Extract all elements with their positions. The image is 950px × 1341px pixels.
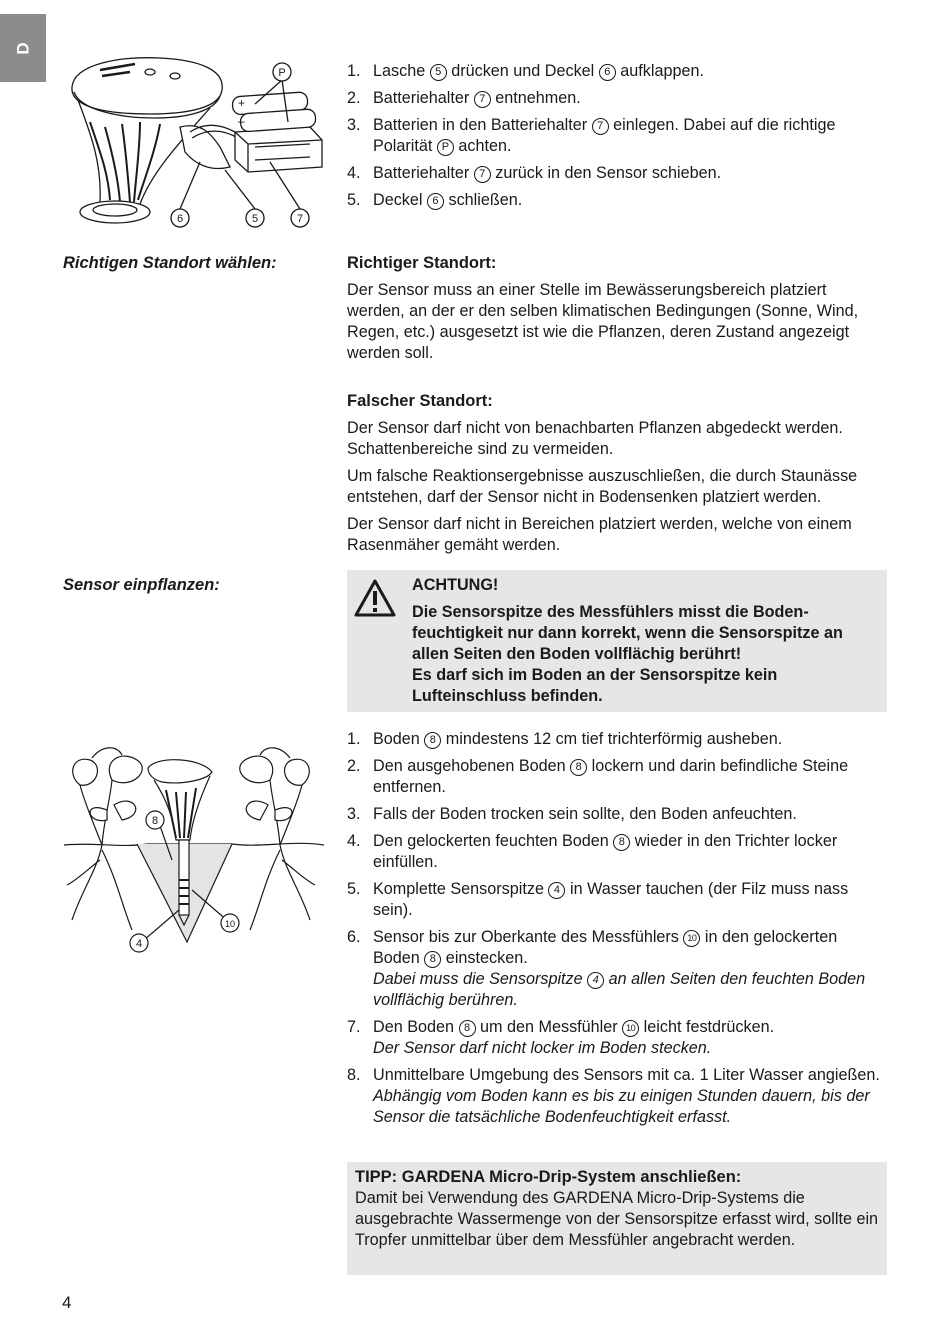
warning-title: ACHTUNG! — [412, 576, 499, 594]
list-item — [347, 115, 887, 157]
tip-text: Damit bei Verwendung des GARDENA Micro-Drip-Systems die ausgebrachte Wassermenge von der Sensorspitze erfasst wird, sollte ein Tropfer unmittelbar über dem Messfühler angebracht werden. — [355, 1189, 879, 1249]
step-text: Falls der Boden trocken sein sollte, den Boden anfeuchten. — [373, 805, 797, 823]
correct-location-heading: Richtiger Standort: — [347, 254, 497, 272]
list-item — [347, 61, 887, 82]
step-number: 3. — [347, 805, 361, 823]
planting-steps-section — [347, 729, 887, 1134]
callout-10: 10 — [224, 919, 236, 929]
battery-illustration — [60, 52, 330, 237]
warning-box — [347, 570, 887, 712]
wrong-location-paragraph: Der Sensor darf nicht von benachbarten Pflanzen abgedeckt werden. Schattenbereiche sind zu vermeiden. — [347, 419, 843, 458]
list-item — [347, 927, 887, 1011]
list-item — [347, 1017, 887, 1059]
reference-number-icon: 6 — [599, 64, 616, 81]
step-text: Den ausgehobenen Boden 8 lockern und darin befindliche Steine entfernen. — [373, 757, 849, 796]
step-text: Lasche 5 drücken und Deckel 6 aufklappen. — [373, 62, 704, 80]
step-number: 5. — [347, 880, 361, 898]
list-item — [347, 1065, 887, 1128]
reference-number-icon: 4 — [587, 972, 604, 989]
step-text: Batteriehalter 7 zurück in den Sensor schieben. — [373, 164, 722, 182]
warning-text: Die Sensorspitze des Messfühlers misst die Bodenfeuchtigkeit nur dann korrekt, wenn die Sensorspitze an allen Seiten den Boden vollflächig berührt! — [412, 603, 843, 663]
reference-number-icon: 8 — [570, 759, 587, 776]
list-item — [347, 756, 887, 798]
callout-8: 8 — [151, 815, 159, 827]
reference-number-icon: 10 — [683, 930, 700, 947]
reference-number-icon: 8 — [613, 834, 630, 851]
step-number: 4. — [347, 832, 361, 850]
wrong-location-paragraph: Der Sensor darf nicht in Bereichen platziert werden, welche von einem Rasenmäher gemäht werden. — [347, 515, 852, 554]
step-number: 7. — [347, 1018, 361, 1036]
step-number: 1. — [347, 62, 361, 80]
wrong-location-heading: Falscher Standort: — [347, 392, 493, 410]
planting-illustration — [62, 730, 327, 965]
list-item — [347, 831, 887, 873]
tip-heading: TIPP: GARDENA Micro-Drip-System anschließen: — [355, 1168, 742, 1186]
correct-location-text: Der Sensor muss an einer Stelle im Bewässerungsbereich platziert werden, an der er den selben klimatischen Bedingungen (Sonne, Wind, Regen, etc.) ausgesetzt ist wie die Pflanzen, deren Zustand angezeigt werden soll. — [347, 281, 859, 362]
list-item — [347, 804, 887, 825]
planting-steps-list — [347, 729, 887, 1128]
battery-steps-list — [347, 61, 887, 211]
location-section — [347, 253, 887, 562]
battery-steps-section — [347, 61, 887, 217]
reference-number-icon: 6 — [427, 193, 444, 210]
reference-number-icon: 10 — [622, 1020, 639, 1037]
step-number: 1. — [347, 730, 361, 748]
page-number: 4 — [62, 1293, 72, 1312]
warning-triangle-icon — [353, 578, 397, 618]
step-number: 5. — [347, 191, 361, 209]
reference-number-icon: 8 — [424, 732, 441, 749]
step-number: 8. — [347, 1066, 361, 1084]
reference-number-icon: 8 — [424, 951, 441, 968]
step-number: 2. — [347, 757, 361, 775]
step-text: Den Boden 8 um den Messfühler 10 leicht festdrücken. — [373, 1018, 775, 1036]
wrong-location-paragraph: Um falsche Reaktionsergebnisse auszuschließen, die durch Staunässe entstehen, darf der Sensor nicht in Bodensenken platziert werden. — [347, 467, 858, 506]
step-text: Komplette Sensorspitze 4 in Wasser tauchen (der Filz muss nass sein). — [373, 880, 849, 919]
language-tab — [0, 14, 46, 82]
svg-text:–: – — [238, 114, 245, 128]
callout-4: 4 — [135, 938, 143, 950]
step-number: 3. — [347, 116, 361, 134]
step-text: Sensor bis zur Oberkante des Messfühlers 10 in den gelockerten Boden 8 einstecken. — [373, 928, 838, 967]
side-heading-location: Richtigen Standort wählen: — [63, 254, 277, 272]
callout-5: 5 — [251, 213, 259, 225]
step-text: Den gelockerten feuchten Boden 8 wieder in den Trichter locker einfüllen. — [373, 832, 838, 871]
side-heading-planting: Sensor einpflanzen: — [63, 576, 220, 594]
step-note: Der Sensor darf nicht locker im Boden stecken. — [373, 1039, 712, 1057]
callout-6: 6 — [176, 213, 184, 225]
reference-number-icon: 8 — [459, 1020, 476, 1037]
list-item — [347, 879, 887, 921]
list-item — [347, 190, 887, 211]
step-text: Batteriehalter 7 entnehmen. — [373, 89, 581, 107]
list-item — [347, 729, 887, 750]
reference-number-icon: 7 — [474, 91, 491, 108]
reference-number-icon: P — [437, 139, 454, 156]
callout-p: P — [278, 67, 286, 79]
callout-7: 7 — [296, 213, 304, 225]
list-item — [347, 88, 887, 109]
step-number: 4. — [347, 164, 361, 182]
step-text: Boden 8 mindestens 12 cm tief trichterförmig ausheben. — [373, 730, 783, 748]
step-note: Abhängig vom Boden kann es bis zu einigen Stunden dauern, bis der Sensor die tatsächliche Bodenfeuchtigkeit erfasst. — [373, 1087, 870, 1126]
step-text: Unmittelbare Umgebung des Sensors mit ca. 1 Liter Wasser angießen. — [373, 1066, 880, 1084]
reference-number-icon: 7 — [592, 118, 609, 135]
language-tab-label: D — [13, 41, 33, 55]
reference-number-icon: 7 — [474, 166, 491, 183]
warning-text: Es darf sich im Boden an der Sensorspitze kein Lufteinschluss befinden. — [412, 666, 778, 705]
step-text: Deckel 6 schließen. — [373, 191, 523, 209]
list-item — [347, 163, 887, 184]
reference-number-icon: 4 — [548, 882, 565, 899]
step-number: 6. — [347, 928, 361, 946]
tip-box — [347, 1162, 887, 1275]
step-text: Batterien in den Batteriehalter 7 einlegen. Dabei auf die richtige Polarität P achten. — [373, 116, 836, 155]
step-note: Dabei muss die Sensorspitze 4 an allen Seiten den feuchten Boden vollflächig berühren. — [373, 970, 866, 1009]
svg-text:+: + — [238, 96, 246, 110]
step-number: 2. — [347, 89, 361, 107]
reference-number-icon: 5 — [430, 64, 447, 81]
